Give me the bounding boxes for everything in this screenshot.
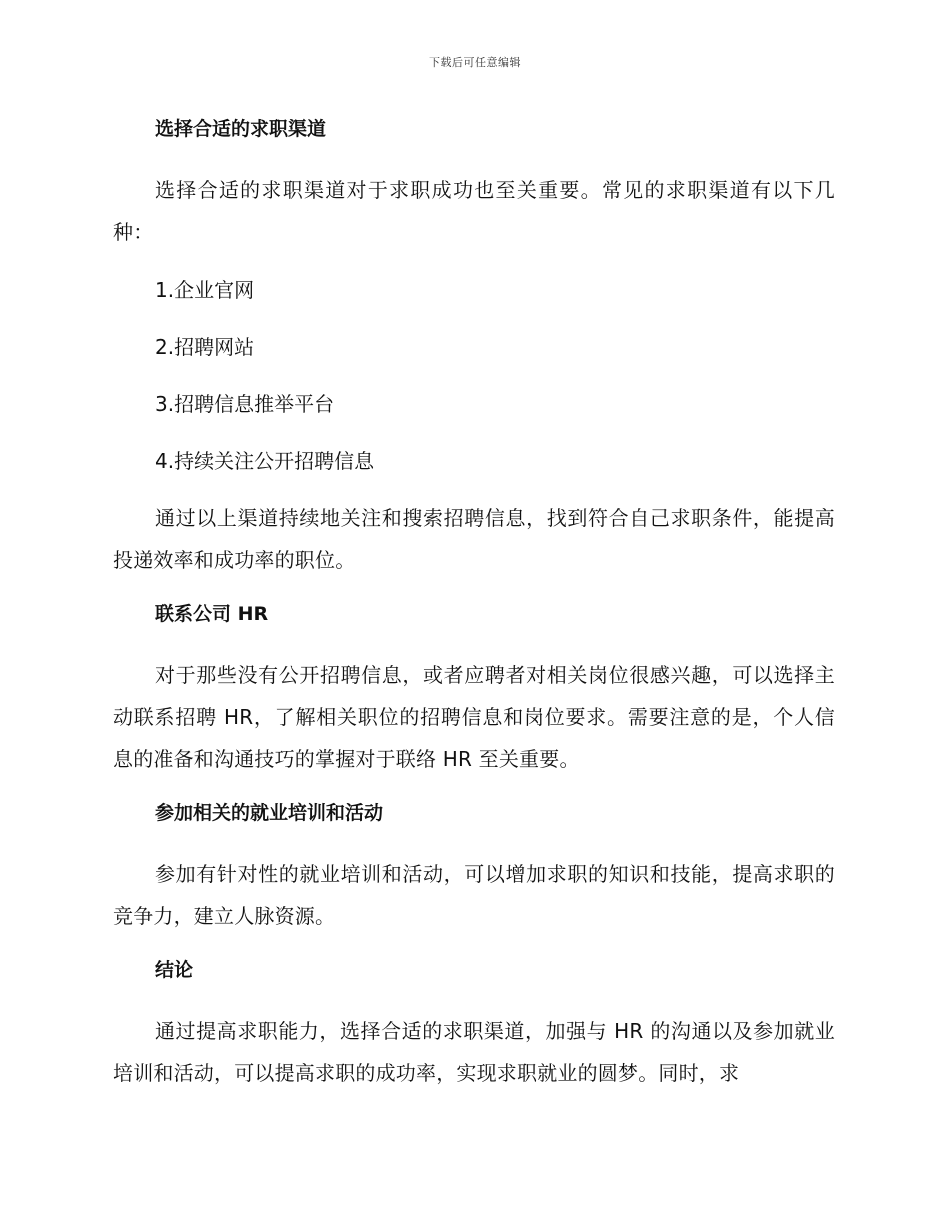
section-heading-conclusion: 结论 (155, 959, 194, 981)
section-heading-contact-hr: 联系公司 HR (155, 603, 269, 625)
page-header-note: 下载后可任意编辑 (429, 56, 521, 69)
section-body-training: 参加有针对性的就业培训和活动，可以增加求职的知识和技能，提高求职的竞争力，建立人脉资源。 (113, 862, 835, 928)
list-item: 4.持续关注公开招聘信息 (155, 449, 375, 473)
section-outro-channels: 通过以上渠道持续地关注和搜索招聘信息，找到符合自己求职条件，能提高投递效率和成功率的职位。 (113, 506, 835, 572)
section-heading-channels: 选择合适的求职渠道 (155, 118, 327, 140)
section-body-conclusion: 通过提高求职能力，选择合适的求职渠道，加强与 HR 的沟通以及参加就业培训和活动，可以提高求职的成功率，实现求职就业的圆梦。同时，求 (113, 1019, 835, 1085)
section-body-contact-hr: 对于那些没有公开招聘信息，或者应聘者对相关岗位很感兴趣，可以选择主动联系招聘 HR，了解相关职位的招聘信息和岗位要求。需要注意的是，个人信息的准备和沟通技巧的掌握对于联络 HR 至关重要。 (113, 663, 835, 771)
section-heading-training: 参加相关的就业培训和活动 (155, 802, 384, 824)
document-body (113, 112, 835, 1110)
list-item: 1.企业官网 (155, 278, 255, 302)
list-item: 3.招聘信息推举平台 (155, 392, 335, 416)
section-intro-channels: 选择合适的求职渠道对于求职成功也至关重要。常见的求职渠道有以下几种： (113, 178, 835, 244)
list-item: 2.招聘网站 (155, 335, 255, 359)
